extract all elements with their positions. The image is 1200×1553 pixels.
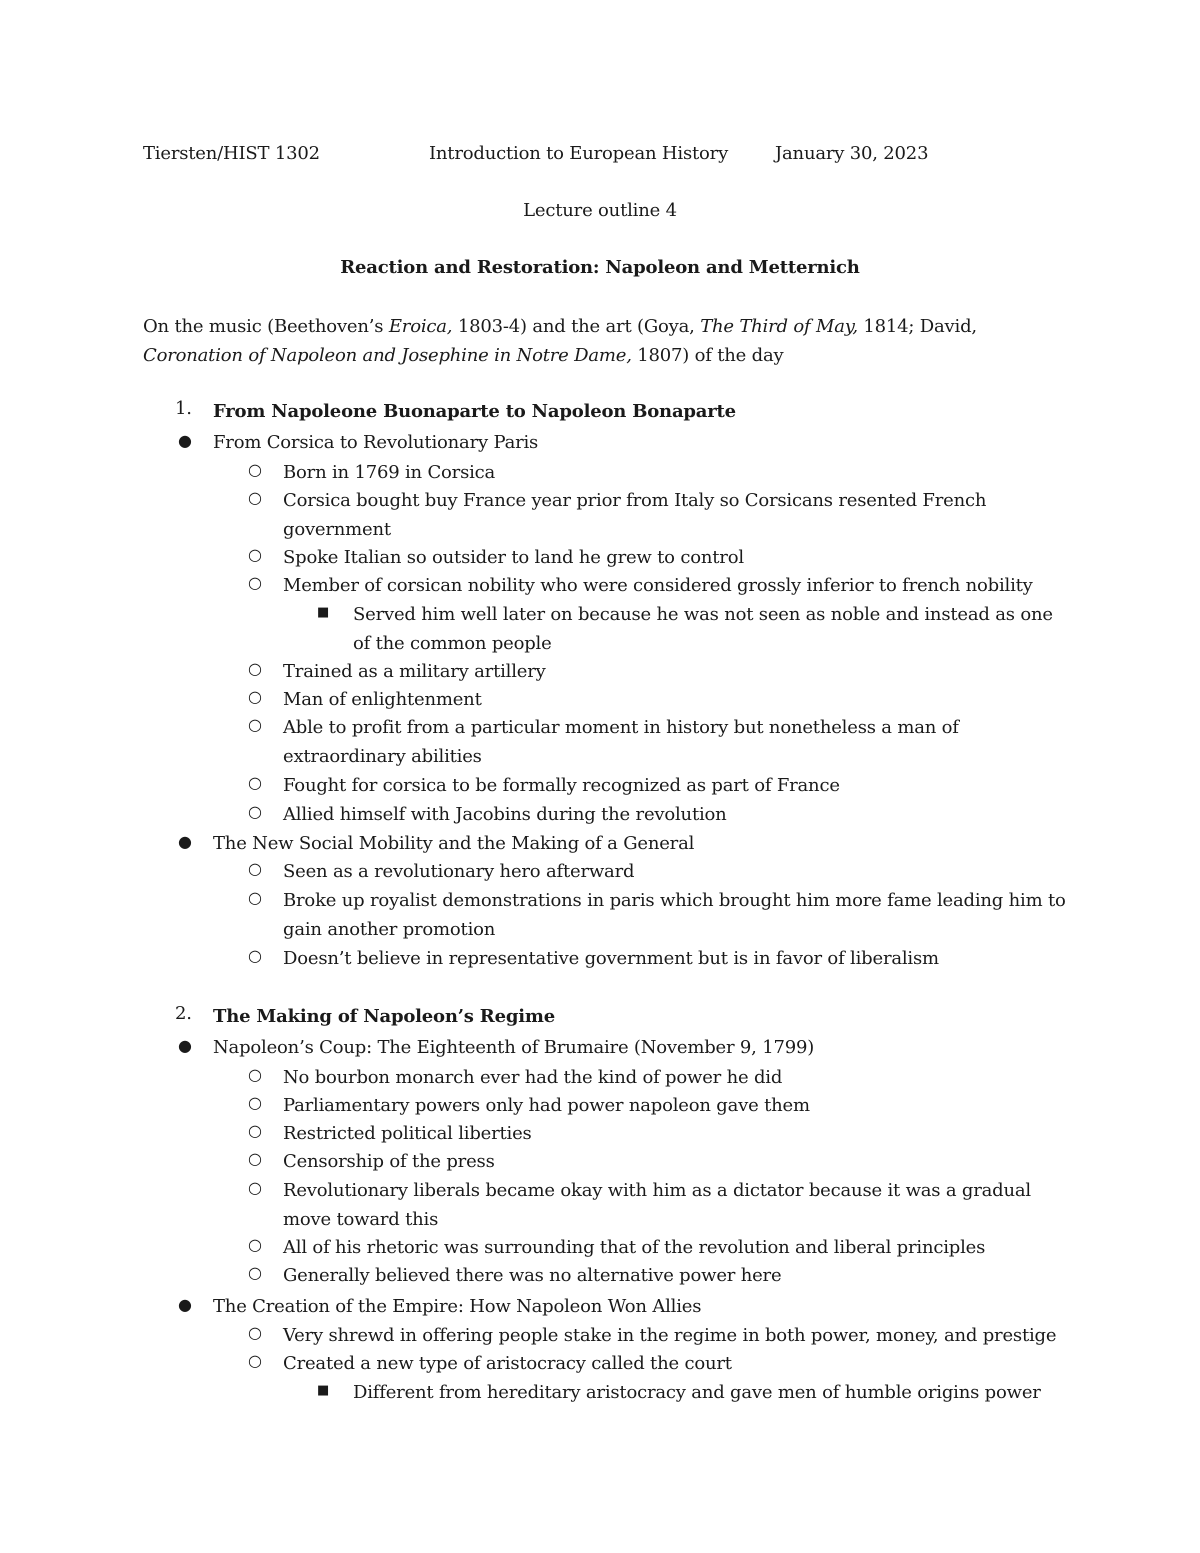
intro-text: 1814; David, (857, 316, 977, 337)
subtopic-item-text: Broke up royalist demonstrations in paris which brought him more fame leading him to gain another promotion (283, 890, 1066, 940)
bullet-icon: ● (178, 431, 192, 450)
intro-text: 1807) of the day (631, 344, 784, 366)
subtopic-item-text: Able to profit from a particular moment in history but nonetheless a man of extraordinary abilities (283, 717, 959, 767)
detail-item-text: Different from hereditary aristocracy and gave men of humble origins power (353, 1382, 1041, 1403)
header-course-title: Introduction to European History (429, 143, 729, 164)
bullet-icon: ● (178, 832, 192, 851)
subtopic-item-text: Born in 1769 in Corsica (283, 462, 496, 483)
subtopic-item-text: Fought for corsica to be formally recognized as part of France (283, 775, 840, 796)
circle-bullet-icon: ○ (248, 488, 262, 507)
section-number: 1. (175, 398, 192, 419)
topic-item-text: From Corsica to Revolutionary Paris (213, 432, 539, 453)
circle-bullet-icon: ○ (248, 888, 262, 907)
circle-bullet-icon: ○ (248, 1178, 262, 1197)
circle-bullet-icon: ○ (248, 1121, 262, 1140)
circle-bullet-icon: ○ (248, 1323, 262, 1342)
subtopic-item-text: Generally believed there was no alternative power here (283, 1265, 782, 1286)
circle-bullet-icon: ○ (248, 715, 262, 734)
circle-bullet-icon: ○ (248, 460, 262, 479)
topic-item-text: Napoleon’s Coup: The Eighteenth of Brumaire (November 9, 1799) (213, 1037, 815, 1058)
circle-bullet-icon: ○ (248, 659, 262, 678)
circle-bullet-icon: ○ (248, 946, 262, 965)
subtopic-item-text: Doesn’t believe in representative government but is in favor of liberalism (283, 948, 939, 969)
intro-work-title: Eroica, (388, 316, 453, 337)
circle-bullet-icon: ○ (248, 687, 262, 706)
circle-bullet-icon: ○ (248, 773, 262, 792)
circle-bullet-icon: ○ (248, 1351, 262, 1370)
subtopic-item-text: Seen as a revolutionary hero afterward (283, 861, 635, 882)
lecture-title: Reaction and Restoration: Napoleon and Metternich (340, 257, 860, 278)
bullet-icon: ● (178, 1295, 192, 1314)
subtopic-item-text: All of his rhetoric was surrounding that of the revolution and liberal principles (283, 1237, 986, 1258)
bullet-icon: ● (178, 1036, 192, 1055)
subtopic-item-text: Corsica bought buy France year prior from Italy so Corsicans resented French government (283, 490, 987, 540)
subtopic-item-text: Man of enlightenment (283, 689, 482, 710)
subtopic-item-text: Censorship of the press (283, 1151, 495, 1172)
intro-text: On the music (Beethoven’s (143, 316, 389, 337)
topic-item-text: The Creation of the Empire: How Napoleon Won Allies (213, 1296, 702, 1317)
subtopic-item-text: Parliamentary powers only had power napoleon gave them (283, 1095, 810, 1116)
subtopic-item-text: Very shrewd in offering people stake in the regime in both power, money, and prestige (283, 1325, 1057, 1346)
section-title: From Napoleone Buonaparte to Napoleon Bonaparte (213, 401, 736, 422)
circle-bullet-icon: ○ (248, 573, 262, 592)
circle-bullet-icon: ○ (248, 859, 262, 878)
section-title: The Making of Napoleon’s Regime (213, 1006, 555, 1027)
circle-bullet-icon: ○ (248, 1065, 262, 1084)
circle-bullet-icon: ○ (248, 1149, 262, 1168)
section-number: 2. (175, 1003, 192, 1024)
intro-work-title: The Third of May, (700, 316, 858, 337)
circle-bullet-icon: ○ (248, 1263, 262, 1282)
subtopic-item-text: Restricted political liberties (283, 1123, 532, 1144)
header-instructor-course: Tiersten/HIST 1302 (143, 143, 320, 164)
circle-bullet-icon: ○ (248, 1093, 262, 1112)
subtopic-item-text: No bourbon monarch ever had the kind of power he did (283, 1067, 783, 1088)
detail-item-text: Served him well later on because he was not seen as noble and instead as one of the common people (353, 604, 1053, 654)
circle-bullet-icon: ○ (248, 545, 262, 564)
intro-paragraph (143, 313, 1043, 370)
subtopic-item-text: Spoke Italian so outsider to land he grew to control (283, 547, 744, 568)
topic-item-text: The New Social Mobility and the Making of a General (213, 833, 695, 854)
square-bullet-icon: ■ (317, 1383, 330, 1398)
intro-work-title: Coronation of Napoleon and Josephine in Notre Dame, (143, 344, 632, 366)
circle-bullet-icon: ○ (248, 802, 262, 821)
circle-bullet-icon: ○ (248, 1235, 262, 1254)
subtopic-item-text: Member of corsican nobility who were considered grossly inferior to french nobility (283, 575, 1033, 596)
subtopic-item-text: Revolutionary liberals became okay with him as a dictator because it was a gradual move toward this (283, 1180, 1031, 1230)
header-date: January 30, 2023 (775, 143, 929, 164)
intro-text: 1803-4) and the art (Goya, (452, 316, 701, 337)
square-bullet-icon: ■ (317, 605, 330, 620)
lecture-subtitle: Lecture outline 4 (523, 200, 677, 221)
subtopic-item-text: Allied himself with Jacobins during the revolution (283, 804, 727, 825)
subtopic-item-text: Created a new type of aristocracy called the court (283, 1353, 732, 1374)
document-header (143, 143, 1063, 167)
subtopic-item-text: Trained as a military artillery (283, 661, 546, 682)
